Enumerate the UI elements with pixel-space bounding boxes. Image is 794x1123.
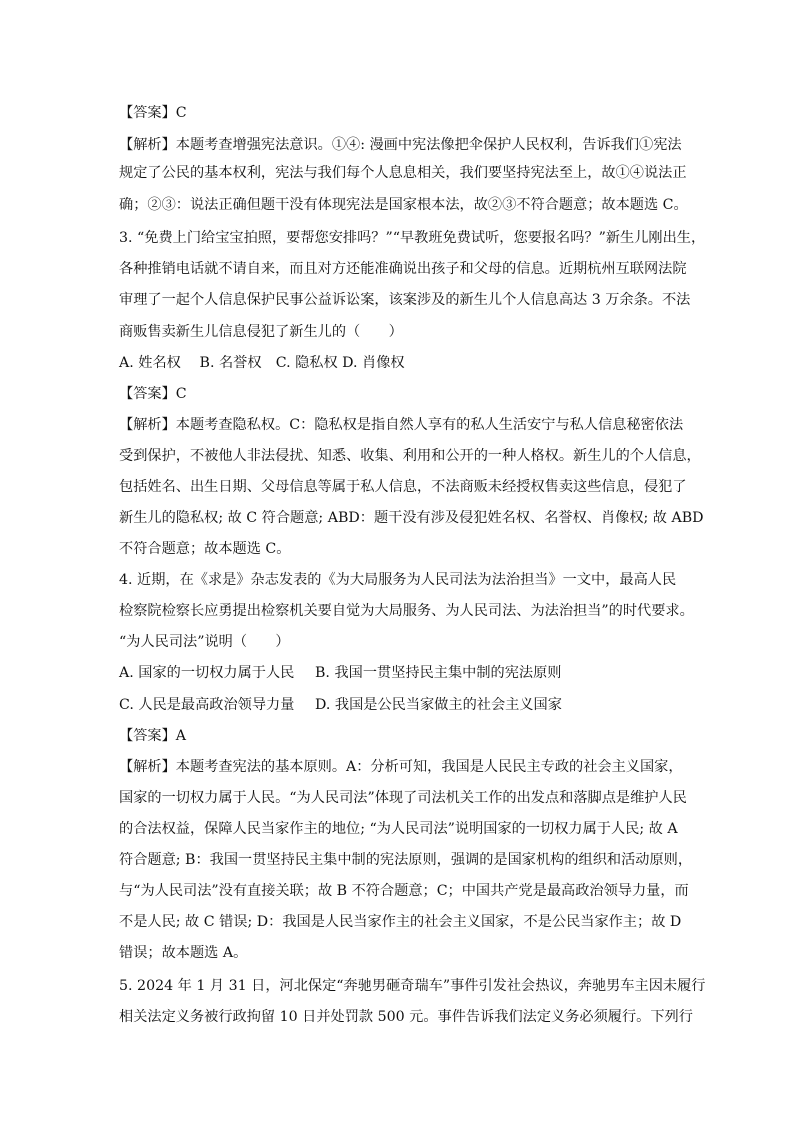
analysis-line: 不是人民; 故 C 错误; D：我国是人民当家作主的社会主义国家，不是公民当家作主；故 D [119,914,682,930]
question-4-text: 检察院检察长应勇提出检察机关要自觉为大局服务、为人民司法、为法治担当”的时代要求。 [119,603,694,619]
analysis-line: 与“为人民司法”没有直接关联；故 B 不符合题意；C；中国共产党是最高政治领导力量，而 [119,883,689,899]
option-b: B. 我国一贯坚持民主集中制的宪法原则 [315,665,562,681]
option-c: C. 人民是最高政治领导力量 [119,697,295,713]
question-4-options-row-1 [119,663,689,683]
question-3-text: 商贩售卖新生儿信息侵犯了新生儿的（ ） [119,324,403,340]
question-4-text: “为人民司法”说明（ ） [119,634,290,650]
analysis-line: 确；②③：说法正确但题干没有体现宪法是国家根本法，故②③不符合题意；故本题选 C。 [119,197,688,213]
analysis-line: 国家的一切权力属于人民。“为人民司法”体现了司法机关工作的出发点和落脚点是维护人民 [119,790,687,806]
analysis-line: 【解析】本题考查隐私权。C：隐私权是指自然人享有的私人生活安宁与私人信息秘密依法 [119,417,684,433]
analysis-line: 不符合题意；故本题选 C。 [119,541,291,557]
analysis-line: 的合法权益，保障人民当家作主的地位; “为人民司法”说明国家的一切权力属于人民; 故 A [119,821,678,837]
analysis-line: 【解析】本题考查宪法的基本原则。A：分析可知，我国是人民民主专政的社会主义国家， [119,759,683,775]
analysis-line: 错误；故本题选 A。 [119,945,248,961]
analysis-line: 受到保护，不被他人非法侵扰、知悉、收集、利用和公开的一种人格权。新生儿的个人信息， [119,448,701,464]
answer-label-q2: 【答案】C [119,105,187,121]
question-3-text: 审理了一起个人信息保护民事公益诉讼案，该案涉及的新生儿个人信息高达 3 万余条。不法 [119,292,691,308]
option-a: A. 国家的一切权力属于人民 [119,665,295,681]
analysis-line: 规定了公民的基本权利，宪法与我们每个人息息相关，我们要坚持宪法至上，故①④说法正 [119,165,687,181]
analysis-line: 包括姓名、出生日期、父母信息等属于私人信息，不法商贩未经授权售卖这些信息，侵犯了 [119,479,687,495]
analysis-line: 新生儿的隐私权; 故 C 符合题意; ABD：题干没有涉及侵犯姓名权、名誉权、肖像权; 故 ABD [119,510,704,526]
question-4-text: 4. 近期，在《求是》杂志发表的《为大局服务为人民司法为法治担当》一文中，最高人民 [119,572,677,588]
answer-label-q3: 【答案】C [119,386,187,402]
question-3-text: 各种推销电话就不请自来，而且对方还能准确说出孩子和父母的信息。近期杭州互联网法院 [119,261,687,277]
answer-label-q4: 【答案】A [119,728,186,744]
question-5-text: 相关法定义务被行政拘留 10 日并处罚款 500 元。事件告诉我们法定义务必须履行。下列行 [119,1009,693,1025]
analysis-line: 【解析】本题考查增强宪法意识。①④: 漫画中宪法像把伞保护人民权利，告诉我们①宪法 [119,137,682,153]
question-5-text: 5. 2024 年 1 月 31 日，河北保定“奔驰男砸奇瑞车”事件引发社会热议，奔驰男车主因未履行 [119,978,706,994]
analysis-line: 符合题意; B：我国一贯坚持民主集中制的宪法原则，强调的是国家机构的组织和活动原则， [119,852,693,868]
option-d: D. 我国是公民当家做主的社会主义国家 [315,697,562,713]
question-4-options-row-2 [119,695,689,715]
question-3-text: 3. “免费上门给宝宝拍照，要帮您安排吗？”“早教班免费试听，您要报名吗？”新生儿刚出生， [119,230,706,246]
question-3-options: A. 姓名权 B. 名誉权 C. 隐私权 D. 肖像权 [119,355,405,371]
